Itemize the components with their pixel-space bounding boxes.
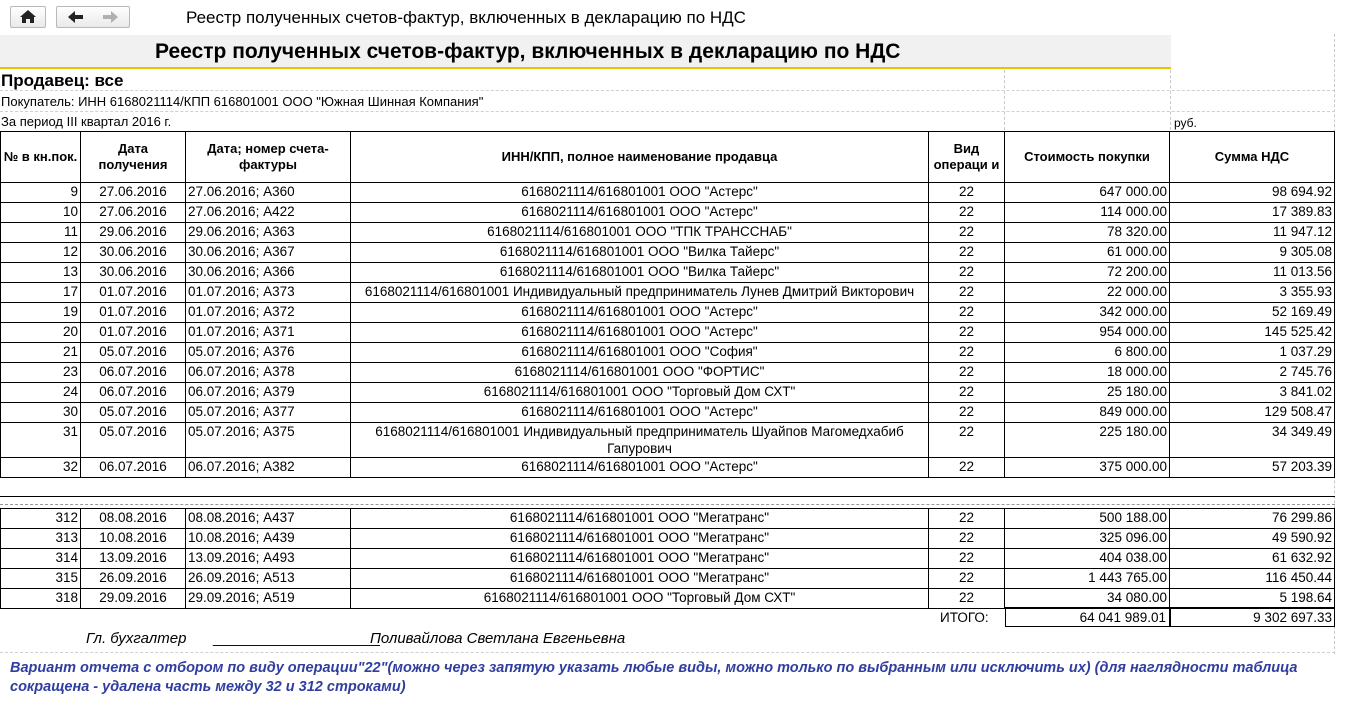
col-header-number: № в кн.пок. [1, 132, 81, 183]
row-seller: 6168021114/616801001 ООО "Астерс" [351, 203, 929, 223]
row-vat: 3 841.02 [1170, 383, 1335, 403]
currency-label: руб. [1174, 116, 1197, 130]
row-operation: 22 [929, 549, 1005, 569]
row-invoice: 13.09.2016; А493 [186, 549, 351, 569]
table-row [1, 529, 1335, 549]
row-receipt-date: 26.09.2016 [81, 569, 186, 589]
row-operation: 22 [929, 423, 1005, 458]
row-invoice: 30.06.2016; А367 [186, 243, 351, 263]
row-operation: 22 [929, 509, 1005, 529]
table-row [1, 343, 1335, 363]
row-vat: 9 305.08 [1170, 243, 1335, 263]
row-receipt-date: 27.06.2016 [81, 183, 186, 203]
table-row [1, 283, 1335, 303]
row-vat: 11 947.12 [1170, 223, 1335, 243]
row-receipt-date: 05.07.2016 [81, 343, 186, 363]
row-invoice: 06.07.2016; А378 [186, 363, 351, 383]
row-seller: 6168021114/616801001 Индивидуальный предприниматель Лунев Дмитрий Викторович [351, 283, 929, 303]
row-cost: 114 000.00 [1005, 203, 1170, 223]
home-icon [11, 7, 45, 27]
row-cost: 647 000.00 [1005, 183, 1170, 203]
row-receipt-date: 06.07.2016 [81, 383, 186, 403]
row-seller: 6168021114/616801001 ООО "Астерс" [351, 458, 929, 478]
row-invoice: 08.08.2016; А437 [186, 509, 351, 529]
history-nav [56, 6, 130, 28]
table-header-row [1, 132, 1335, 183]
col-header-cost: Стоимость покупки [1005, 132, 1170, 183]
row-number: 314 [1, 549, 81, 569]
row-cost: 61 000.00 [1005, 243, 1170, 263]
row-vat: 52 169.49 [1170, 303, 1335, 323]
row-number: 13 [1, 263, 81, 283]
row-receipt-date: 13.09.2016 [81, 549, 186, 569]
row-operation: 22 [929, 203, 1005, 223]
window-title: Реестр полученных счетов-фактур, включенных в декларацию по НДС [186, 8, 746, 27]
row-receipt-date: 10.08.2016 [81, 529, 186, 549]
row-operation: 22 [929, 529, 1005, 549]
invoice-table-continued [0, 508, 1335, 609]
table-row [1, 183, 1335, 203]
forward-button[interactable] [93, 7, 129, 27]
row-cost: 1 443 765.00 [1005, 569, 1170, 589]
row-invoice: 06.07.2016; А382 [186, 458, 351, 478]
row-operation: 22 [929, 569, 1005, 589]
totals-cost: 64 041 989.01 [1079, 610, 1166, 625]
row-number: 11 [1, 223, 81, 243]
row-operation: 22 [929, 223, 1005, 243]
row-receipt-date: 30.06.2016 [81, 263, 186, 283]
table-row [1, 423, 1335, 458]
row-vat: 129 508.47 [1170, 403, 1335, 423]
row-vat: 3 355.93 [1170, 283, 1335, 303]
report-banner [0, 35, 1171, 69]
row-seller: 6168021114/616801001 ООО "Астерс" [351, 303, 929, 323]
signature-role: Гл. бухгалтер [86, 630, 187, 647]
row-cost: 325 096.00 [1005, 529, 1170, 549]
table-row [1, 549, 1335, 569]
table-cut-line [0, 496, 1335, 497]
row-cost: 954 000.00 [1005, 323, 1170, 343]
row-cost: 34 080.00 [1005, 589, 1170, 609]
row-operation: 22 [929, 458, 1005, 478]
table-row [1, 589, 1335, 609]
period-info: За период III квартал 2016 г. [1, 114, 172, 129]
row-vat: 1 037.29 [1170, 343, 1335, 363]
row-invoice: 27.06.2016; А422 [186, 203, 351, 223]
row-invoice: 06.07.2016; А379 [186, 383, 351, 403]
row-number: 32 [1, 458, 81, 478]
row-invoice: 01.07.2016; А373 [186, 283, 351, 303]
row-vat: 145 525.42 [1170, 323, 1335, 343]
sheet-gridline [0, 652, 1335, 653]
row-seller: 6168021114/616801001 ООО "Вилка Тайерс" [351, 263, 929, 283]
row-vat: 2 745.76 [1170, 363, 1335, 383]
row-number: 12 [1, 243, 81, 263]
row-vat: 11 013.56 [1170, 263, 1335, 283]
row-receipt-date: 29.06.2016 [81, 223, 186, 243]
table-row [1, 263, 1335, 283]
row-operation: 22 [929, 323, 1005, 343]
row-vat: 5 198.64 [1170, 589, 1335, 609]
row-cost: 78 320.00 [1005, 223, 1170, 243]
row-cost: 72 200.00 [1005, 263, 1170, 283]
row-operation: 22 [929, 303, 1005, 323]
row-number: 23 [1, 363, 81, 383]
row-invoice: 01.07.2016; А372 [186, 303, 351, 323]
row-invoice: 10.08.2016; А439 [186, 529, 351, 549]
row-seller: 6168021114/616801001 ООО "Мегатранс" [351, 569, 929, 589]
col-header-vat: Сумма НДС [1170, 132, 1335, 183]
table-row [1, 403, 1335, 423]
row-receipt-date: 30.06.2016 [81, 243, 186, 263]
table-row [1, 243, 1335, 263]
signature-name: Поливайлова Светлана Евгеньевна [370, 630, 626, 647]
row-number: 19 [1, 303, 81, 323]
row-invoice: 26.09.2016; А513 [186, 569, 351, 589]
row-receipt-date: 01.07.2016 [81, 283, 186, 303]
row-operation: 22 [929, 243, 1005, 263]
row-invoice: 30.06.2016; А366 [186, 263, 351, 283]
row-receipt-date: 01.07.2016 [81, 323, 186, 343]
report-note: Вариант отчета с отбором по виду операции"22"(можно через запятую указать любые виды, можно только по выбранным или исключить их) (для наглядности таблица сокращена - удалена часть между 32 и 312 строками) [10, 660, 1298, 695]
row-seller: 6168021114/616801001 Индивидуальный предприниматель Шуайпов Магомедхабиб Гапурович [351, 423, 929, 458]
row-cost: 18 000.00 [1005, 363, 1170, 383]
row-invoice: 29.09.2016; А519 [186, 589, 351, 609]
row-cost: 6 800.00 [1005, 343, 1170, 363]
row-seller: 6168021114/616801001 ООО "Торговый Дом СХТ" [351, 589, 929, 609]
row-receipt-date: 06.07.2016 [81, 458, 186, 478]
table-row [1, 458, 1335, 478]
row-cost: 225 180.00 [1005, 423, 1170, 458]
row-invoice: 05.07.2016; А375 [186, 423, 351, 458]
row-invoice: 27.06.2016; А360 [186, 183, 351, 203]
row-vat: 17 389.83 [1170, 203, 1335, 223]
totals-vat: 9 302 697.33 [1253, 610, 1332, 625]
row-seller: 6168021114/616801001 ООО "Мегатранс" [351, 509, 929, 529]
forward-arrow-icon [93, 7, 129, 27]
table-row [1, 223, 1335, 243]
row-seller: 6168021114/616801001 ООО "Астерс" [351, 323, 929, 343]
sheet-gridline [1004, 70, 1005, 130]
table-row [1, 383, 1335, 403]
row-cost: 25 180.00 [1005, 383, 1170, 403]
row-vat: 57 203.39 [1170, 458, 1335, 478]
table-row [1, 323, 1335, 343]
row-cost: 342 000.00 [1005, 303, 1170, 323]
row-receipt-date: 29.09.2016 [81, 589, 186, 609]
col-header-receipt-date: Дата получения [81, 132, 186, 183]
col-header-invoice: Дата; номер счета-фактуры [186, 132, 351, 183]
row-seller: 6168021114/616801001 ООО "Астерс" [351, 403, 929, 423]
row-number: 318 [1, 589, 81, 609]
row-number: 10 [1, 203, 81, 223]
report-heading: Реестр полученных счетов-фактур, включенных в декларацию по НДС [155, 40, 901, 63]
row-receipt-date: 01.07.2016 [81, 303, 186, 323]
row-receipt-date: 05.07.2016 [81, 423, 186, 458]
row-receipt-date: 05.07.2016 [81, 403, 186, 423]
table-row [1, 363, 1335, 383]
seller-filter: Продавец: все [1, 71, 124, 90]
row-number: 17 [1, 283, 81, 303]
home-button[interactable] [10, 6, 46, 28]
row-operation: 22 [929, 589, 1005, 609]
row-operation: 22 [929, 183, 1005, 203]
table-row [1, 509, 1335, 529]
row-number: 24 [1, 383, 81, 403]
row-number: 20 [1, 323, 81, 343]
row-seller: 6168021114/616801001 ООО "Мегатранс" [351, 529, 929, 549]
row-receipt-date: 27.06.2016 [81, 203, 186, 223]
signature-line: ____________________ [213, 630, 380, 647]
row-receipt-date: 08.08.2016 [81, 509, 186, 529]
row-operation: 22 [929, 343, 1005, 363]
back-arrow-icon [57, 7, 93, 27]
table-row [1, 203, 1335, 223]
col-header-seller: ИНН/КПП, полное наименование продавца [351, 132, 929, 183]
row-invoice: 05.07.2016; А376 [186, 343, 351, 363]
row-seller: 6168021114/616801001 ООО "ФОРТИС" [351, 363, 929, 383]
row-seller: 6168021114/616801001 ООО "ТПК ТРАНССНАБ" [351, 223, 929, 243]
row-vat: 61 632.92 [1170, 549, 1335, 569]
invoice-table [0, 131, 1335, 478]
row-number: 315 [1, 569, 81, 589]
row-operation: 22 [929, 263, 1005, 283]
row-number: 9 [1, 183, 81, 203]
row-vat: 116 450.44 [1170, 569, 1335, 589]
row-number: 21 [1, 343, 81, 363]
row-cost: 22 000.00 [1005, 283, 1170, 303]
row-receipt-date: 06.07.2016 [81, 363, 186, 383]
row-cost: 849 000.00 [1005, 403, 1170, 423]
sheet-gridline [0, 90, 1335, 91]
buyer-info: Покупатель: ИНН 6168021114/КПП 616801001 ООО "Южная Шинная Компания" [1, 94, 484, 109]
row-operation: 22 [929, 383, 1005, 403]
table-row [1, 303, 1335, 323]
row-invoice: 01.07.2016; А371 [186, 323, 351, 343]
row-vat: 49 590.92 [1170, 529, 1335, 549]
row-operation: 22 [929, 363, 1005, 383]
back-button[interactable] [57, 7, 93, 27]
table-row [1, 569, 1335, 589]
sheet-gridline [0, 111, 1335, 112]
row-seller: 6168021114/616801001 ООО "Астерс" [351, 183, 929, 203]
table-cut-line [0, 504, 1335, 505]
row-vat: 98 694.92 [1170, 183, 1335, 203]
totals-label: ИТОГО: [940, 610, 989, 625]
row-cost: 500 188.00 [1005, 509, 1170, 529]
row-cost: 404 038.00 [1005, 549, 1170, 569]
row-seller: 6168021114/616801001 ООО "Мегатранс" [351, 549, 929, 569]
row-seller: 6168021114/616801001 ООО "Торговый Дом СХТ" [351, 383, 929, 403]
row-seller: 6168021114/616801001 ООО "София" [351, 343, 929, 363]
row-vat: 76 299.86 [1170, 509, 1335, 529]
row-operation: 22 [929, 403, 1005, 423]
row-invoice: 29.06.2016; А363 [186, 223, 351, 243]
row-number: 30 [1, 403, 81, 423]
row-invoice: 05.07.2016; А377 [186, 403, 351, 423]
row-number: 312 [1, 509, 81, 529]
row-vat: 34 349.49 [1170, 423, 1335, 458]
row-operation: 22 [929, 283, 1005, 303]
sheet-gridline [1170, 70, 1171, 130]
row-seller: 6168021114/616801001 ООО "Вилка Тайерс" [351, 243, 929, 263]
row-number: 31 [1, 423, 81, 458]
col-header-operation: Вид операци и [929, 132, 1005, 183]
row-cost: 375 000.00 [1005, 458, 1170, 478]
row-number: 313 [1, 529, 81, 549]
